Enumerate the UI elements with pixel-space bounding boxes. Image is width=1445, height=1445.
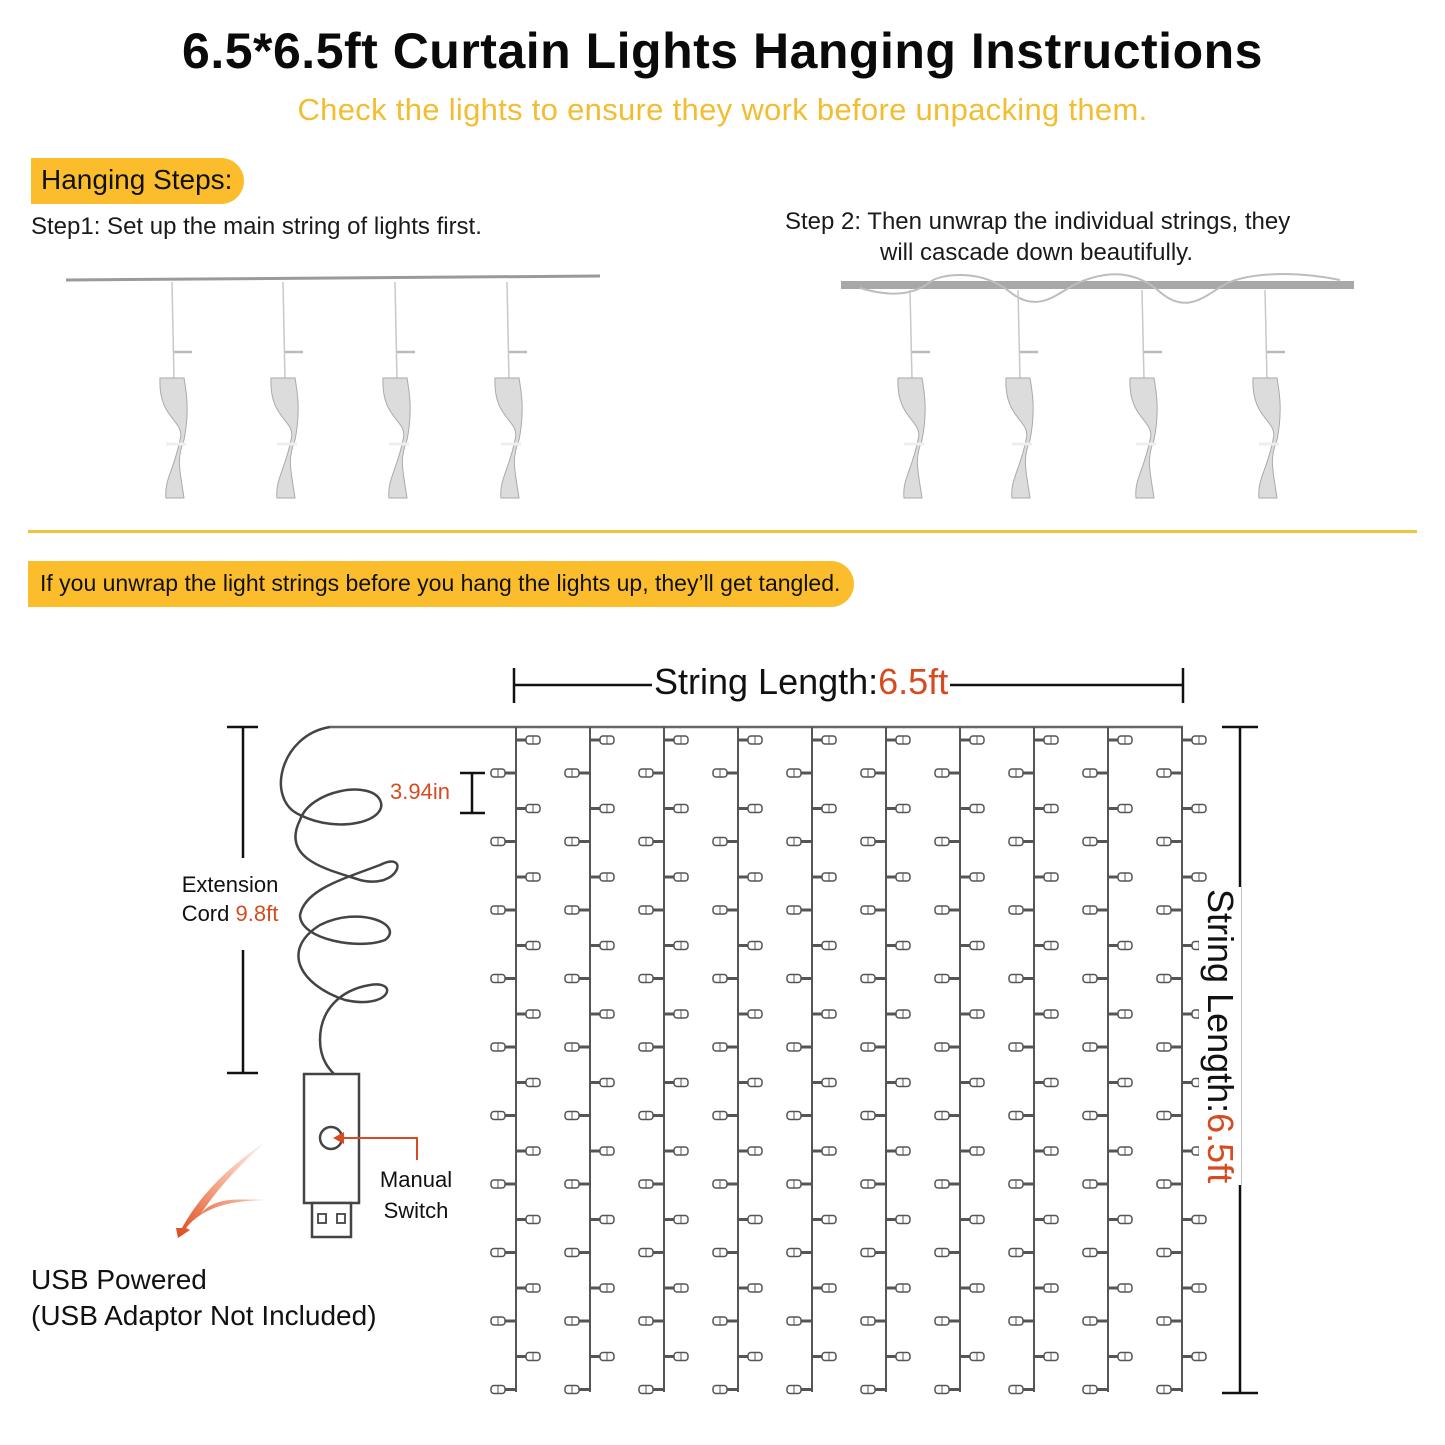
light-strands [491, 727, 1206, 1394]
manual-switch-label [375, 1164, 457, 1226]
page-subtitle: Check the lights to ensure they work before unpacking them. [297, 92, 1148, 127]
usb-line1: USB Powered [31, 1264, 207, 1295]
width-value: 6.5ft [878, 661, 949, 702]
usb-plug [304, 1074, 359, 1237]
width-label [652, 661, 950, 703]
step1-text: Step1: Set up the main string of lights first. [31, 213, 482, 240]
height-label-text: String Length: [1200, 889, 1241, 1114]
manual-label-line2: Switch [383, 1198, 449, 1223]
tangle-warning-badge: If you unwrap the light strings before you hang the lights up, they’ll get tangled. [28, 561, 854, 607]
extension-label-line1: Extension [181, 872, 279, 897]
extension-label-line2 [160, 899, 300, 928]
extension-cord-label [160, 870, 300, 928]
usb-powered-note [31, 1262, 377, 1334]
bulb-spacing-marker [460, 773, 485, 813]
step2-line2: will cascade down beautifully. [880, 239, 1194, 266]
height-value: 6.5ft [1200, 1113, 1241, 1184]
extension-cord-word: Cord [181, 901, 230, 926]
width-label-text: String Length: [654, 661, 879, 702]
extension-value: 9.8ft [235, 901, 279, 926]
usb-arrow-icon [176, 1140, 272, 1238]
bulb-spacing-label: 3.94in [390, 779, 450, 804]
usb-line2: (USB Adaptor Not Included) [31, 1300, 377, 1331]
manual-label-line1: Manual [379, 1167, 453, 1192]
step2-line1: Step 2: Then unwrap the individual strings, they [785, 208, 1291, 235]
height-label [1199, 887, 1241, 1185]
page-title: 6.5*6.5ft Curtain Lights Hanging Instructions [182, 23, 1263, 79]
hanging-steps-badge: Hanging Steps: [31, 158, 244, 204]
